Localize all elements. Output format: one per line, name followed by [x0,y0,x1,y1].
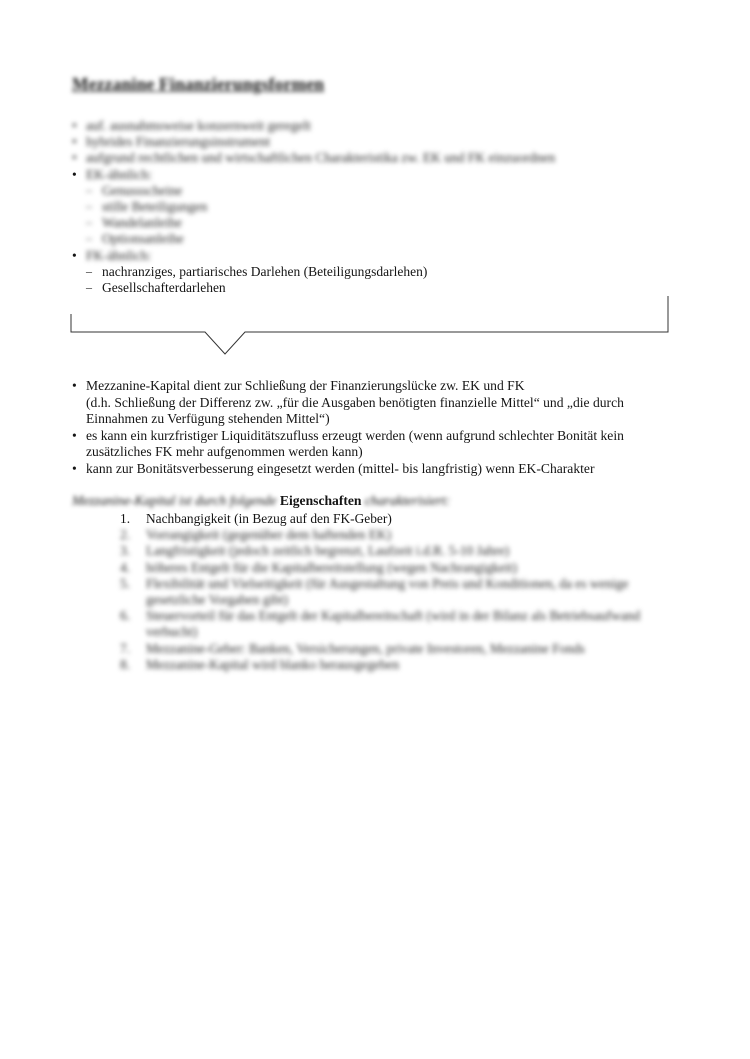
item-number: 2. [120,527,131,543]
item-text: Flexibilität und Vielseitigkeit (für Ausgestaltung von Preis und Konditionen, da es wenige gesetzliche Vorgaben gibt) [146,575,629,608]
heading-bold: Eigenschaften [279,493,362,508]
bracket-arrow-divider [70,296,670,358]
numbered-item [120,657,680,673]
fk-sublist [86,264,692,296]
fk-label: FK-ähnlich: [86,247,152,263]
list-item: • es kann ein kurzfristiger Liquiditätszufluss erzeugt werden (wenn aufgrund schlechter Bonität kein zusätzliches FK mehr aufgenommen werden kann) [72,428,682,461]
list-item: • auf. ausnahmsweise konzernweit geregelt [72,118,692,134]
sub-item: – nachranziges, partiarisches Darlehen (Beteiligungsdarlehen) [86,264,692,280]
list-item: • kann zur Bonitätsverbesserung eingesetzt werden (mittel- bis langfristig) wenn EK-Charakter [72,461,682,478]
item-text: Vorrangigkeit (gegenüber dem haftenden EK) [146,527,392,543]
properties-list [120,511,680,673]
list-item [72,378,682,428]
bullet-text: Mezzanine-Kapital dient zur Schließung der Finanzierungslücke zw. EK und FK [86,378,525,393]
item-text: höheres Entgelt für die Kapitalbereitstellung (wegen Nachrangigkeit) [146,559,518,575]
sub-item: – Genussscheine [86,183,692,199]
properties-heading [72,493,450,509]
numbered-item [120,560,680,576]
numbered-item [120,527,680,543]
sub-item: – Optionsanleihe [86,231,692,247]
item-text: Mezzanine-Geber: Banken, Versicherungen, private Investoren, Mezzanine Fonds [146,640,585,656]
item-number: 3. [120,543,131,559]
ek-sublist [86,183,692,248]
item-text: Steuervorteil für das Entgelt der Kapitalbereitschaft (wird in der Bilanz als Betriebsaufwand verbucht) [146,608,641,640]
numbered-item [120,543,680,559]
item-number: 5. [120,575,131,591]
numbered-item [120,608,680,640]
sub-item: – stille Beteiligungen [86,199,692,215]
item-text: Langfristigkeit (jedoch zeitlich begrenzt, Laufzeit i.d.R. 5-10 Jahre) [146,543,510,559]
item-number: 7. [120,640,131,656]
ek-label: EK-ähnlich: [86,166,152,182]
list-item: • aufgrund rechtlichen und wirtschaftlichen Charakteristika zw. EK und FK einzuordnen [72,150,692,166]
numbered-item [120,511,680,527]
item-number: 4. [120,559,131,575]
numbered-item [120,576,680,608]
item-number: 8. [120,656,131,672]
item-text: Nachbangigkeit (in Bezug auf den FK-Geber) [146,511,392,526]
item-number: 6. [120,608,131,624]
item-text: Mezzanine-Kapital wird blanko herausgegeben [146,656,400,672]
list-item: • hybrides Finanzierungsinstrument [72,134,692,150]
sub-item: – Wandelanleihe [86,215,692,231]
list-item-fk [72,248,692,297]
sub-item: – Gesellschafterdarlehen [86,280,692,296]
heading-prefix: Mezzanine-Kapital ist durch folgende [72,493,277,508]
item-number: 1. [120,511,131,526]
heading-suffix: charakterisiert: [364,493,451,508]
benefits-list [72,378,682,478]
overview-list [72,118,692,296]
page-title: Mezzanine Finanzierungsformen [72,74,325,94]
list-item-ek [72,167,692,248]
numbered-item [120,641,680,657]
bullet-subtext: (d.h. Schließung der Differenz zw. „für die Ausgaben benötigten finanzielle Mittel“ und „die durch Einnahmen zu Verfügung stehenden Mittel“) [86,394,624,427]
